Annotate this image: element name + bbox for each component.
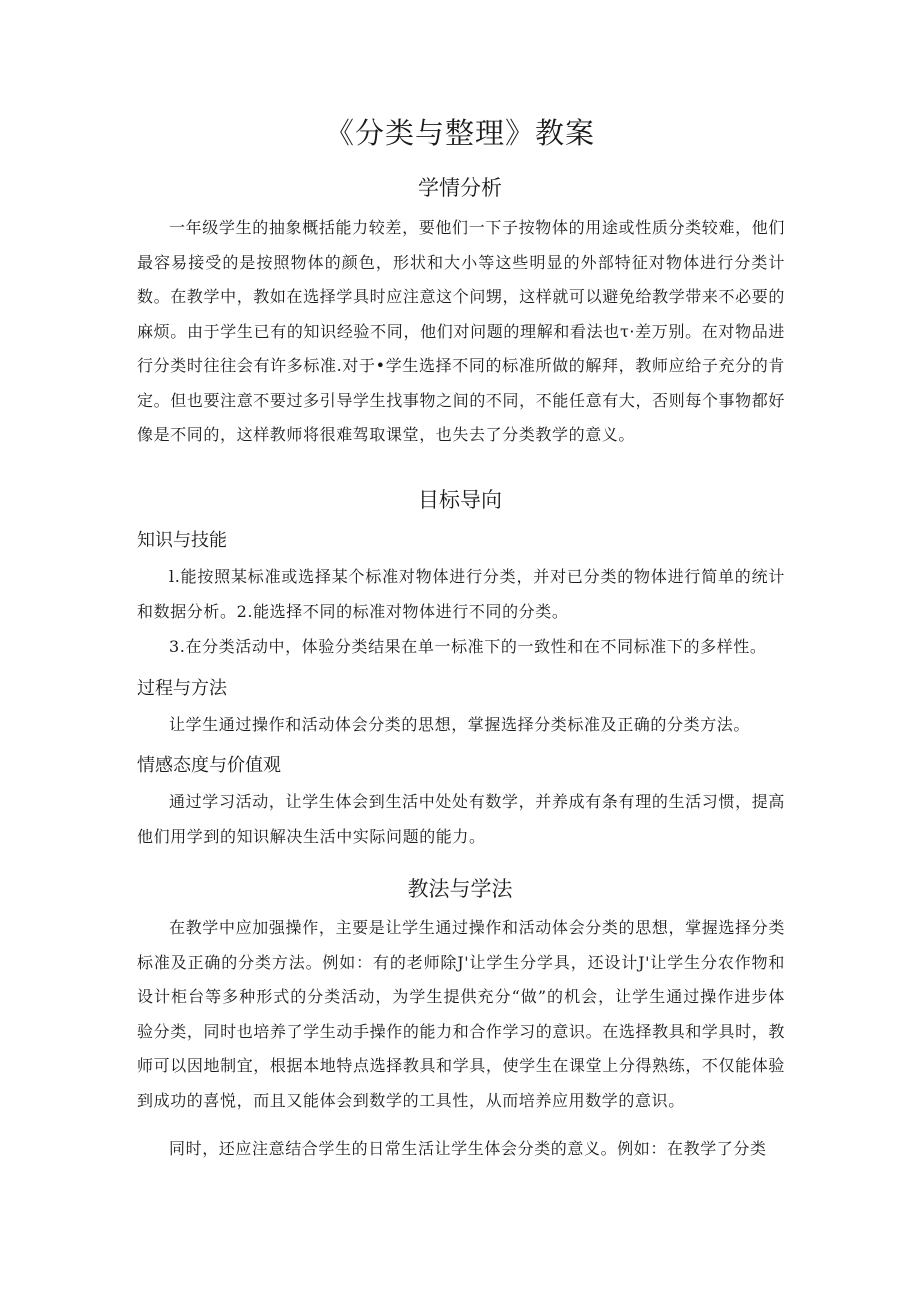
methods-paragraph-1: 在教学中应加强操作，主要是让学生通过操作和活动体会分类的思想，掌握选择分类标准及正确的分类方法。例如：有的老师除J'让学生分学具，还设计J'让学生分农作物和设计柜台等多种形式的分类活动，为学生提供充分“做”的机会，让学生通过操作进步体验分类，同时也培养了学生动手操作的能力和合作学习的意识。在选择教具和学具时，教师可以因地制宜，根据本地特点选择教具和学具，使学生在课堂上分得熟练，不仅能体验到成功的喜悦，而且又能体会到数学的工具性，从而培养应用数学的意识。: [137, 918, 785, 1110]
section-heading-analysis: 学情分析: [418, 176, 502, 200]
subheading-knowledge-skills: 知识与技能: [137, 530, 227, 551]
subheading-process-methods: 过程与方法: [137, 678, 227, 699]
process-paragraph: 让学生通过操作和活动体会分类的思想，掌握选择分类标准及正确的分类方法。: [169, 715, 751, 734]
analysis-paragraph: 一年级学生的抽象概括能力较差，要他们一下子按物体的用途或性质分类较难，他们最容易接受的是按照物体的颜色，形状和大小等这些明显的外部特征对物体进行分类计数。在教学中，教如在选择学具时应注意这个问甥，这样就可以避免给教学带来不必要的麻烦。由于学生已有的知识经验不同，他们对问题的理解和看法也τ·差万别。在对物品进行分类时往往会有许多标准.对于•学生选择不同的标准所做的解拜，教师应给子充分的肯定。但也要注意不要过多引导学生找事物之间的不同，不能任意有大，否则每个事物都好像是不同的，这样教师将很难驾取课堂，也失去了分类教学的意义。: [137, 218, 785, 444]
knowledge-item-3: 3.在分类活动中，体验分类结果在单一标准下的一致性和在不同标准下的多样性。: [169, 637, 767, 656]
document-title: 《分类与整理》教案: [324, 116, 595, 150]
subheading-emotion-values: 情感态度与价值观: [137, 755, 281, 776]
section-heading-methods: 教法与学法: [407, 877, 513, 901]
emotion-paragraph: 通过学习活动，让学生体会到生活中处处有数学，并养成有条有理的生活习惯，提高他们用学到的知识解决生活中实际问题的能力。: [137, 792, 785, 846]
knowledge-item-1-2: l.能按照某标准或选择某个标准对物体进行分类，并对已分类的物体进行简单的统计和数据分析。2.能选择不同的标准对物体进行不同的分类。: [137, 567, 785, 621]
section-heading-goals: 目标导向: [418, 488, 502, 512]
methods-paragraph-2: 同时，还应注意结合学生的日常生活让学生体会分类的意义。例如：在教学了分类: [169, 1139, 767, 1158]
